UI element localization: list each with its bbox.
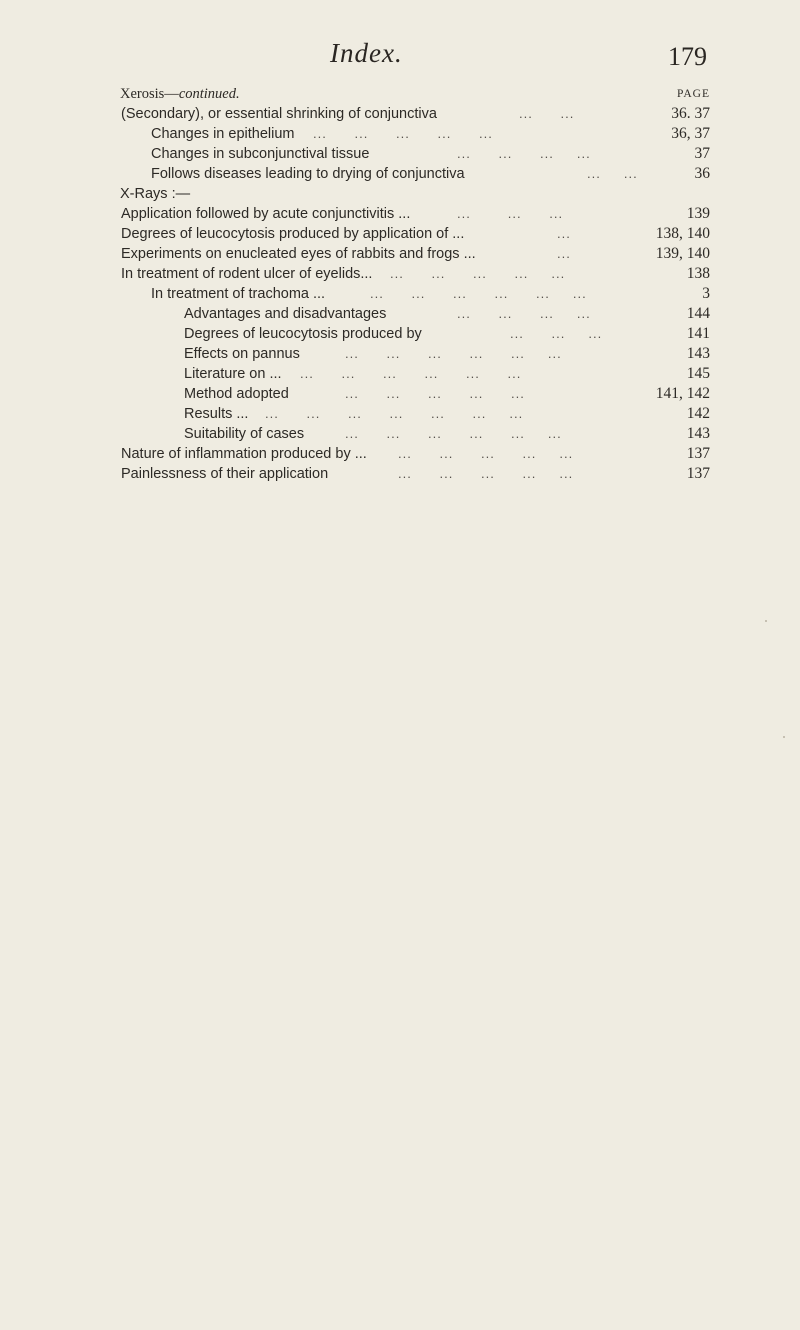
entry-pages: 138	[686, 265, 710, 282]
entry-pages: 141, 142	[655, 385, 710, 402]
index-entry	[0, 84, 800, 104]
dot-leader: ... ... ... ... ...	[345, 386, 525, 401]
index-entry	[0, 404, 800, 424]
index-entry	[0, 424, 800, 444]
entry-pages: 143	[686, 345, 710, 362]
index-entry	[0, 344, 800, 364]
index-entry	[0, 384, 800, 404]
entry-term: Changes in epithelium	[151, 126, 295, 142]
index-entry	[0, 444, 800, 464]
dot-leader: ... ... ...	[457, 206, 564, 221]
dot-leader: ... ... ...	[510, 326, 603, 341]
index-entry	[0, 364, 800, 384]
index-heading: Xerosis—continued.	[120, 86, 240, 102]
page-number: 179	[668, 42, 707, 71]
entry-pages: 137	[686, 445, 710, 462]
dot-leader: ... ... ... ... ... ...	[345, 346, 562, 361]
dot-leader: ...	[557, 226, 571, 241]
index-entry	[0, 464, 800, 484]
entry-pages: 141	[686, 325, 710, 342]
dot-leader: ... ... ... ...	[457, 306, 591, 321]
index-entry	[0, 324, 800, 344]
entry-term: Literature on ...	[184, 366, 282, 382]
index-entry	[0, 124, 800, 144]
entry-pages: 145	[686, 365, 710, 382]
entry-term: Painlessness of their application	[121, 466, 329, 482]
entry-pages: 37	[694, 145, 710, 162]
entry-pages: 137	[686, 465, 710, 482]
page-title: Index.	[330, 38, 403, 68]
dot-leader: ... ...	[587, 166, 638, 181]
index-entry	[0, 144, 800, 164]
index-entry	[0, 104, 800, 124]
entry-pages: 143	[686, 425, 710, 442]
dot-leader: ... ... ... ... ... ...	[345, 426, 562, 441]
entry-term: Advantages and disadvantages	[184, 306, 387, 322]
page-column-label: PAGE	[677, 88, 710, 100]
index-heading: X-Rays :—	[120, 186, 191, 202]
entry-term: Degrees of leucocytosis produced by	[184, 326, 422, 342]
entry-pages: 139, 140	[655, 245, 710, 262]
entry-term: In treatment of trachoma ...	[151, 286, 326, 302]
dot-leader: ... ... ... ... ...	[398, 446, 574, 461]
dot-leader: ... ... ... ... ...	[313, 126, 493, 141]
entry-pages: 36, 37	[671, 125, 710, 142]
dot-leader: ... ...	[519, 106, 575, 121]
index-entry	[0, 184, 800, 204]
index-entry	[0, 244, 800, 264]
entry-pages: 3	[702, 285, 710, 302]
entry-pages: 142	[686, 405, 710, 422]
entry-term: Follows diseases leading to drying of conjunctiva	[151, 166, 465, 182]
index-entry	[0, 304, 800, 324]
entry-term: Application followed by acute conjunctivitis ...	[121, 206, 411, 222]
paper-speck	[783, 736, 785, 738]
dot-leader: ... ... ... ... ... ...	[370, 286, 587, 301]
entry-pages: 138, 140	[655, 225, 710, 242]
entry-term: (Secondary), or essential shrinking of conjunctiva	[121, 106, 437, 122]
entry-pages: 144	[686, 305, 710, 322]
entry-term: Experiments on enucleated eyes of rabbits and frogs ...	[121, 246, 476, 262]
index-entry	[0, 204, 800, 224]
entry-term: In treatment of rodent ulcer of eyelids...	[121, 266, 373, 282]
entry-term: Changes in subconjunctival tissue	[151, 146, 370, 162]
entry-pages: 139	[686, 205, 710, 222]
entry-term: Results ...	[184, 406, 249, 422]
index-list	[0, 84, 800, 484]
entry-term: Method adopted	[184, 386, 289, 402]
entry-term: Effects on pannus	[184, 346, 300, 362]
dot-leader: ... ... ... ... ...	[390, 266, 566, 281]
dot-leader: ... ... ... ... ...	[398, 466, 574, 481]
dot-leader: ... ... ... ... ... ...	[300, 366, 522, 381]
entry-pages: 36. 37	[671, 105, 710, 122]
dot-leader: ... ... ... ... ... ... ...	[265, 406, 524, 421]
index-entry	[0, 164, 800, 184]
entry-term: Suitability of cases	[184, 426, 305, 442]
paper-speck	[765, 620, 767, 622]
dot-leader: ...	[557, 246, 571, 261]
entry-pages: 36	[694, 165, 710, 182]
index-entry	[0, 264, 800, 284]
dot-leader: ... ... ... ...	[457, 146, 591, 161]
index-entry	[0, 224, 800, 244]
entry-term: Degrees of leucocytosis produced by application of ...	[121, 226, 465, 242]
entry-term: Nature of inflammation produced by ...	[121, 446, 367, 462]
index-entry	[0, 284, 800, 304]
